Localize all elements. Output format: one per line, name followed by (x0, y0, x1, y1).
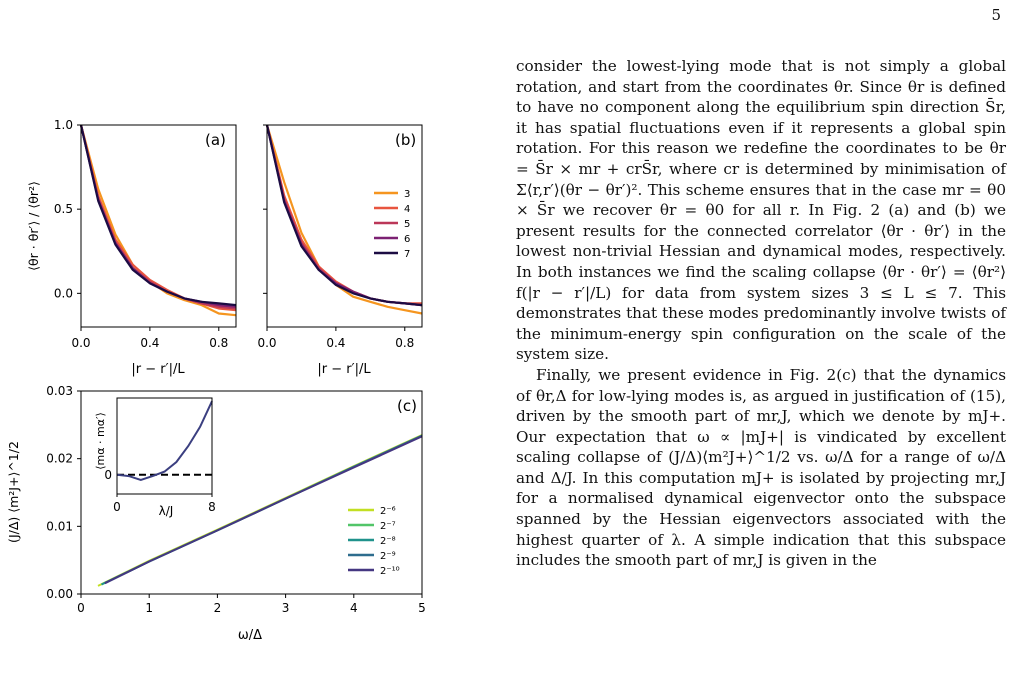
c-x-tick-label: 3 (281, 601, 290, 615)
b-series-5 (267, 125, 422, 305)
c-x-tick-label: 5 (418, 601, 426, 615)
ab-y-axis-label: ⟨θr · θr′⟩ / ⟨θr²⟩ (26, 181, 41, 271)
legend-ab-label: 7 (404, 249, 411, 260)
a-series-5 (81, 125, 236, 305)
b-x-tick-label: 0.8 (395, 336, 415, 350)
a-y-tick-label: 1.0 (53, 118, 73, 132)
c-y-axis-label: (J/Δ) ⟨m²J+⟩^1/2 (6, 441, 21, 543)
b-x-tick-label: 0.0 (257, 336, 277, 350)
a-y-tick-label: 0.5 (53, 202, 73, 217)
inset-x-axis-label: λ/J (158, 504, 174, 518)
inset-x-tick-label: 0 (113, 500, 121, 514)
panel-b-frame (267, 125, 422, 327)
c-x-axis-label: ω/Δ (237, 628, 263, 643)
c-y-tick-label: 0.02 (46, 451, 73, 466)
panel-label-a: (a) (205, 131, 226, 149)
inset-x-tick-label: 8 (208, 500, 216, 514)
legend-ab-label: 3 (404, 189, 411, 200)
inset-y-tick-label: 0 (104, 467, 112, 482)
c-x-tick-label: 2 (213, 601, 222, 615)
legend-c-label: 2⁻⁷ (380, 521, 396, 532)
c-x-tick-label: 4 (349, 601, 358, 615)
legend-c-label: 2⁻⁹ (380, 551, 396, 562)
b-x-tick-label: 0.4 (326, 336, 346, 350)
c-x-tick-label: 1 (145, 601, 154, 615)
panel-a-frame (81, 125, 236, 327)
c-y-tick-label: 0.00 (46, 587, 73, 601)
legend-ab-label: 6 (404, 234, 411, 245)
c-y-tick-label: 0.01 (46, 519, 73, 534)
b-x-axis-label: |r − r′|/L (317, 362, 371, 377)
panel-label-c: (c) (397, 397, 417, 415)
page-number: 5 (991, 6, 1001, 24)
legend-c-label: 2⁻¹⁰ (380, 566, 400, 577)
a-x-tick-label: 0.0 (71, 336, 91, 350)
c-x-tick-label: 0 (77, 601, 85, 615)
body-text (516, 56, 1006, 571)
a-y-tick-label: 0.0 (53, 286, 73, 301)
paragraph-1: consider the lowest-lying mode that is not simply a global rotation, and start from the coordinates θr. Since θr is defined to have no component along the equilibrium spin direction S̄r, it has spatial fluctuations even if it represents a global spin rotation. For this reason we redefine the coordinates to be θr = S̄r × mr + crS̄r, where cr is determined by minimisation of Σ⟨r,r′⟩(θr − θr′)². This scheme ensures that in the case mr = θ0 × S̄r we recover θr = θ0 for all r. In Fig. 2 (a) and (b) we present results for the connected correlator ⟨θr · θr′⟩ in the lowest non-trivial Hessian and dynamical modes, respectively. In both instances we find the scaling collapse ⟨θr · θr′⟩ = ⟨θr²⟩ f(|r − r′|/L) for data from system sizes 3 ≤ L ≤ 7. This demonstrates that these modes predominantly involve twists of the minimum-energy spin configuration on the scale of the system size. (516, 57, 1006, 364)
a-x-axis-label: |r − r′|/L (131, 362, 185, 377)
legend-ab-label: 5 (404, 219, 411, 230)
a-x-tick-label: 0.8 (209, 336, 229, 350)
inset-background (117, 398, 212, 494)
figure-2 (0, 0, 505, 681)
inset-y-axis-label: ⟨mα · mα′⟩ (94, 412, 107, 470)
panel-label-b: (b) (395, 131, 417, 149)
a-x-tick-label: 0.4 (140, 336, 160, 350)
legend-ab-label: 4 (404, 204, 411, 215)
paragraph-2: Finally, we present evidence in Fig. 2(c) that the dynamics of θr,Δ for low-lying modes is, as argued in justification of (15), driven by the smooth part of mr,J, which we denote by mJ+. Our expectation that ω ∝ |mJ+| is vindicated by excellent scaling collapse of (J/Δ)⟨m²J+⟩^1/2 vs. ω/Δ for a range of ω/Δ and Δ/J. In this computation mJ+ is isolated by projecting mr,J for a normalised dynamical eigenvector onto the subspace spanned by the Hessian eigenvectors associated with the highest quarter of λ. A simple indication that this subspace includes the smooth part of mr,J is given in the (516, 365, 1006, 570)
legend-c-label: 2⁻⁶ (380, 506, 396, 517)
legend-c-label: 2⁻⁸ (380, 536, 396, 547)
c-y-tick-label: 0.03 (46, 384, 73, 398)
